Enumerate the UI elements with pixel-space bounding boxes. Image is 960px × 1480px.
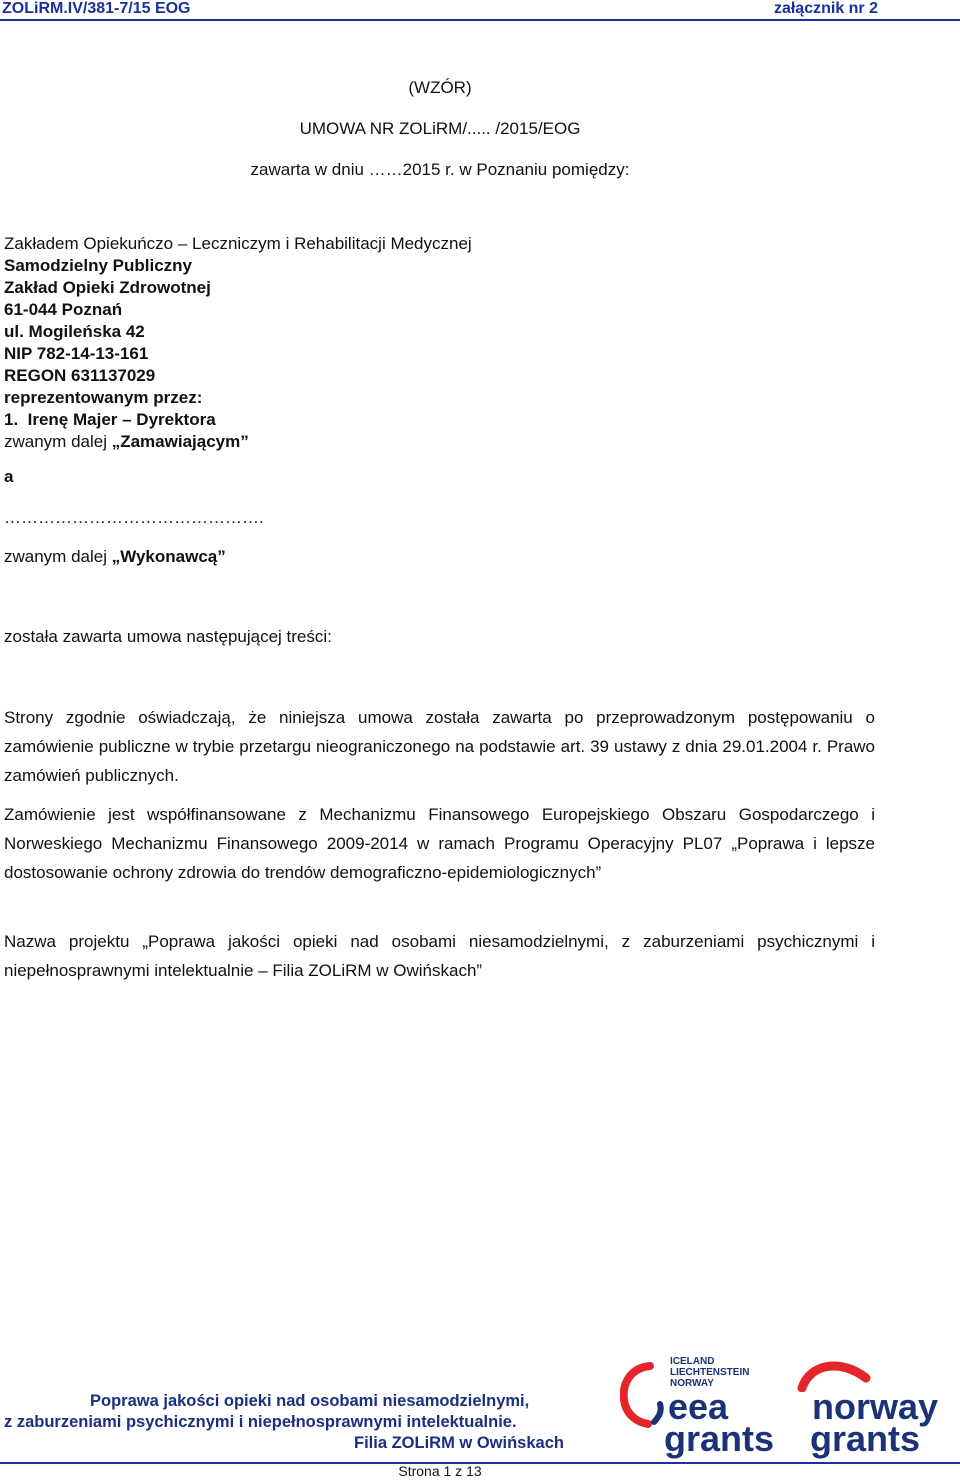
norway-wordmark: norway	[812, 1386, 939, 1427]
contract-title: UMOWA NR ZOLiRM/..... /2015/EOG	[299, 119, 581, 138]
alias-name: „Zamawiającym”	[111, 432, 249, 451]
party1-line: Samodzielny Publiczny	[4, 256, 192, 275]
header-divider	[0, 19, 960, 21]
project-banner	[4, 1391, 604, 1454]
conjunction: a	[4, 467, 14, 486]
party1-name: Zakładem Opiekuńczo – Leczniczym i Rehabilitacji Medycznej	[4, 234, 472, 253]
paragraph-procurement: Strony zgodnie oświadczają, że niniejsza umowa została zawarta po przeprowadzonym postępowaniu o zamówienie publiczne w trybie przetargu nieograniczonego na podstawie art. 39 ustawy z dnia 29.01.2004 r. Prawo zamówień publicznych.	[4, 708, 875, 785]
banner-line: Poprawa jakości opieki nad osobami niesamodzielnymi,	[90, 1392, 530, 1410]
eea-grants-logo	[620, 1356, 790, 1459]
norway-grants-logo	[796, 1356, 960, 1459]
country-label: ICELAND	[670, 1356, 715, 1367]
paragraph-financing: Zamówienie jest współfinansowane z Mechanizmu Finansowego Europejskiego Obszaru Gospodarczego i Norweskiego Mechanizmu Finansowego 2009-2014 w ramach Programu Operacyjny PL07 „Poprawa i lepsze dostosowanie ochrony zdrowia do trendów demograficzno-epidemiologicznych”	[4, 805, 875, 882]
party1-nip: NIP 782-14-13-161	[4, 344, 149, 363]
alias-name: „Wykonawcą”	[111, 547, 226, 566]
alias-prefix: zwanym dalej	[4, 547, 112, 566]
eea-countries	[670, 1356, 749, 1389]
attachment-label: załącznik nr 2	[773, 0, 878, 17]
party1-alias	[4, 431, 472, 453]
country-label: NORWAY	[670, 1378, 714, 1389]
party1-represented: reprezentowanym przez:	[4, 388, 203, 407]
party2-alias	[4, 547, 226, 567]
party1-line: Zakład Opieki Zdrowotnej	[4, 278, 211, 297]
page-number: Strona 1 z 13	[398, 1463, 482, 1479]
banner-line: z zaburzeniami psychicznymi i niepełnosprawnymi intelektualnie.	[4, 1413, 517, 1431]
party1-street: ul. Mogileńska 42	[4, 322, 145, 341]
party1-block	[4, 233, 472, 453]
eea-grants-wordmark: grants	[664, 1418, 775, 1459]
norway-grants-wordmark: grants	[810, 1418, 921, 1459]
party2-placeholder: ……………………………………….	[4, 508, 264, 527]
party1-postcode: 61-044 Poznań	[4, 300, 123, 319]
country-label: LIECHTENSTEIN	[670, 1367, 750, 1378]
contract-intro: została zawarta umowa następującej treści:	[4, 627, 332, 646]
contract-date-line: zawarta w dniu ……2015 r. w Poznaniu pomiędzy:	[250, 160, 630, 179]
document-reference: ZOLiRM.IV/381-7/15 EOG	[2, 0, 191, 17]
alias-prefix: zwanym dalej	[4, 432, 112, 451]
eea-wordmark: eea	[668, 1386, 729, 1427]
template-label: (WZÓR)	[408, 78, 472, 97]
banner-line: Filia ZOLiRM w Owińskach	[354, 1434, 564, 1452]
party1-representative: 1. Irenę Majer – Dyrektora	[4, 410, 216, 429]
party1-regon: REGON 631137029	[4, 366, 156, 385]
eea-swirl-icon	[620, 1362, 666, 1436]
paragraph-project-name: Nazwa projektu „Poprawa jakości opieki nad osobami niesamodzielnymi, z zaburzeniami psychicznymi i niepełnosprawnymi intelektualnie – Filia ZOLiRM w Owińskach”	[4, 932, 875, 980]
